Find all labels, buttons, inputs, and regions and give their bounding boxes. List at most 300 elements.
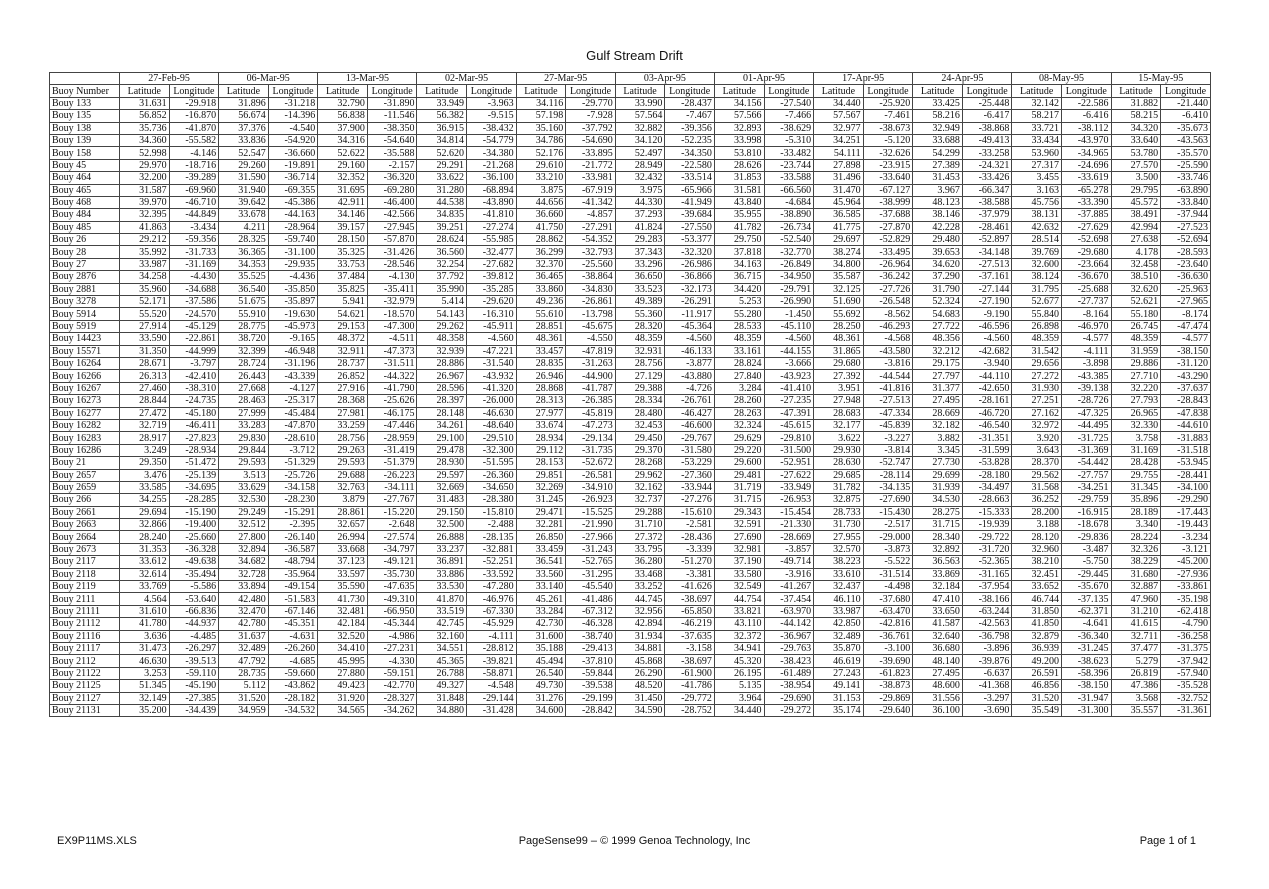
longitude-cell: -6.417 <box>962 110 1012 122</box>
longitude-cell: -45.839 <box>863 419 913 431</box>
latitude-cell: 38.131 <box>1012 209 1062 221</box>
latitude-cell: 27.797 <box>913 370 963 382</box>
longitude-cell: -34.830 <box>566 283 616 295</box>
longitude-cell: -27.726 <box>863 283 913 295</box>
longitude-cell: -21.772 <box>566 159 616 171</box>
longitude-cell: -7.928 <box>566 110 616 122</box>
longitude-cell: -52.672 <box>566 457 616 469</box>
longitude-cell: -27.540 <box>764 97 814 109</box>
longitude-cell: -23.915 <box>863 159 913 171</box>
longitude-cell: -66.560 <box>764 184 814 196</box>
latitude-cell: 33.585 <box>120 481 170 493</box>
latitude-cell: 31.715 <box>913 519 963 531</box>
latitude-cell: 31.453 <box>913 172 963 184</box>
latitude-cell: 34.440 <box>714 704 764 716</box>
longitude-cell: -33.390 <box>1061 196 1111 208</box>
table-row <box>50 97 1211 109</box>
buoy-name-cell: Bouy 2659 <box>50 481 120 493</box>
buoy-name-cell: Bouy 158 <box>50 147 120 159</box>
latitude-cell: 29.629 <box>714 432 764 444</box>
longitude-cell: -29.272 <box>764 704 814 716</box>
latitude-cell: 48.358 <box>417 333 467 345</box>
latitude-cell: 29.343 <box>714 506 764 518</box>
latitude-cell: 32.893 <box>714 122 764 134</box>
longitude-cell: -38.350 <box>367 122 417 134</box>
longitude-cell: -63.470 <box>863 605 913 617</box>
latitude-cell: 34.551 <box>417 642 467 654</box>
longitude-cell: -27.231 <box>367 642 417 654</box>
longitude-cell: -15.190 <box>169 506 219 518</box>
longitude-cell: -31.165 <box>962 568 1012 580</box>
longitude-cell: -43.385 <box>1061 370 1111 382</box>
longitude-cell: -32.320 <box>665 246 715 258</box>
latitude-cell: 29.160 <box>318 159 368 171</box>
latitude-cell: 31.353 <box>120 543 170 555</box>
table-row <box>50 196 1211 208</box>
latitude-cell: 33.590 <box>120 333 170 345</box>
longitude-cell: -4.548 <box>467 680 517 692</box>
longitude-cell: -41.786 <box>665 680 715 692</box>
longitude-cell: -27.513 <box>962 258 1012 270</box>
latitude-cell: 34.959 <box>219 704 269 716</box>
longitude-cell: -29.413 <box>566 642 616 654</box>
longitude-cell: -47.273 <box>566 419 616 431</box>
longitude-cell: -37.954 <box>962 581 1012 593</box>
latitude-cell: 41.775 <box>814 221 864 233</box>
longitude-cell: -31.300 <box>1061 704 1111 716</box>
latitude-cell: 34.941 <box>714 642 764 654</box>
longitude-cell: -4.560 <box>962 333 1012 345</box>
table-row <box>50 556 1211 568</box>
latitude-cell: 33.210 <box>516 172 566 184</box>
longitude-cell: -35.570 <box>1161 147 1211 159</box>
latitude-cell: 28.334 <box>615 395 665 407</box>
longitude-cell: -28.230 <box>268 494 318 506</box>
longitude-cell: -45.386 <box>268 196 318 208</box>
longitude-cell: -11.546 <box>367 110 417 122</box>
latitude-cell: 34.320 <box>1111 122 1161 134</box>
latitude-cell: 32.620 <box>1111 283 1161 295</box>
longitude-cell: -31.735 <box>566 444 616 456</box>
longitude-cell: -13.798 <box>566 308 616 320</box>
latitude-cell: 3.249 <box>120 444 170 456</box>
longitude-cell: -51.379 <box>367 457 417 469</box>
longitude-cell: -32.626 <box>863 147 913 159</box>
longitude-cell: -35.528 <box>1161 680 1211 692</box>
latitude-cell: 32.894 <box>219 543 269 555</box>
longitude-cell: -51.270 <box>665 556 715 568</box>
longitude-cell: -14.396 <box>268 110 318 122</box>
longitude-cell: -37.635 <box>665 630 715 642</box>
longitude-cell: -45.190 <box>169 680 219 692</box>
longitude-cell: -31.218 <box>268 97 318 109</box>
longitude-cell: -26.986 <box>665 258 715 270</box>
table-row <box>50 122 1211 134</box>
longitude-cell: -19.891 <box>268 159 318 171</box>
longitude-cell: -7.466 <box>764 110 814 122</box>
latitude-cell: 29.851 <box>516 469 566 481</box>
longitude-cell: -38.697 <box>665 593 715 605</box>
latitude-cell: 32.657 <box>318 519 368 531</box>
longitude-cell: -54.690 <box>566 134 616 146</box>
latitude-cell: 28.671 <box>120 357 170 369</box>
latitude-cell: 33.284 <box>516 605 566 617</box>
latitude-cell: 31.600 <box>516 630 566 642</box>
longitude-cell: -47.221 <box>467 345 517 357</box>
latitude-cell: 42.780 <box>219 618 269 630</box>
date-header: 17-Apr-95 <box>814 73 913 85</box>
latitude-cell: 35.590 <box>318 581 368 593</box>
latitude-cell: 29.175 <box>913 357 963 369</box>
latitude-cell: 28.150 <box>318 234 368 246</box>
latitude-cell: 32.182 <box>913 419 963 431</box>
table-row <box>50 382 1211 394</box>
longitude-cell: -3.121 <box>1161 543 1211 555</box>
latitude-cell: 34.600 <box>516 704 566 716</box>
longitude-cell: -4.540 <box>268 122 318 134</box>
latitude-cell: 38.229 <box>1111 556 1161 568</box>
longitude-cell: -3.814 <box>863 444 913 456</box>
latitude-cell: 26.540 <box>516 667 566 679</box>
longitude-cell: -28.114 <box>863 469 913 481</box>
longitude-cell: -2.517 <box>863 519 913 531</box>
latitude-cell: 34.880 <box>417 704 467 716</box>
latitude-cell: 32.640 <box>913 630 963 642</box>
latitude-cell: 35.200 <box>120 704 170 716</box>
latitude-cell: 39.157 <box>318 221 368 233</box>
latitude-cell: 33.990 <box>615 97 665 109</box>
longitude-cell: -9.165 <box>268 333 318 345</box>
longitude-cell: -47.300 <box>367 320 417 332</box>
longitude-cell: -28.726 <box>1061 395 1111 407</box>
longitude-cell: -32.300 <box>467 444 517 456</box>
latitude-cell: 33.519 <box>417 605 467 617</box>
longitude-cell: -43.563 <box>1161 134 1211 146</box>
longitude-cell: -3.100 <box>863 642 913 654</box>
longitude-cell: -31.100 <box>268 246 318 258</box>
latitude-cell: 33.668 <box>318 543 368 555</box>
latitude-cell: 28.120 <box>1012 531 1062 543</box>
latitude-cell: 37.343 <box>615 246 665 258</box>
latitude-cell: 56.674 <box>219 110 269 122</box>
longitude-cell: -15.610 <box>665 506 715 518</box>
latitude-cell: 29.795 <box>1111 184 1161 196</box>
longitude-cell: -44.999 <box>169 345 219 357</box>
longitude-cell: -49.714 <box>764 556 814 568</box>
latitude-cell: 55.520 <box>120 308 170 320</box>
table-row <box>50 345 1211 357</box>
longitude-cell: -3.339 <box>665 543 715 555</box>
latitude-cell: 34.800 <box>814 258 864 270</box>
buoy-name-cell: Bouy 27 <box>50 258 120 270</box>
latitude-cell: 26.819 <box>1111 667 1161 679</box>
longitude-cell: -41.626 <box>665 581 715 593</box>
buoy-name-cell: Bouy 266 <box>50 494 120 506</box>
table-row <box>50 605 1211 617</box>
longitude-cell: -41.810 <box>467 209 517 221</box>
longitude-cell: -36.258 <box>1161 630 1211 642</box>
longitude-cell: -52.235 <box>665 134 715 146</box>
buoy-name-cell: Bouy 2112 <box>50 655 120 667</box>
longitude-cell: -4.436 <box>268 271 318 283</box>
longitude-cell: -44.155 <box>764 345 814 357</box>
longitude-cell: -29.763 <box>764 642 814 654</box>
latitude-cell: 56.382 <box>417 110 467 122</box>
latitude-cell: 29.112 <box>516 444 566 456</box>
latitude-cell: 3.513 <box>219 469 269 481</box>
longitude-cell: -46.427 <box>665 407 715 419</box>
latitude-cell: 48.600 <box>913 680 963 692</box>
longitude-cell: -46.976 <box>467 593 517 605</box>
latitude-cell: 46.630 <box>120 655 170 667</box>
longitude-cell: -37.637 <box>1161 382 1211 394</box>
latitude-cell: 32.184 <box>913 581 963 593</box>
latitude-cell: 3.882 <box>913 432 963 444</box>
latitude-cell: 32.879 <box>1012 630 1062 642</box>
longitude-cell: -29.510 <box>467 432 517 444</box>
longitude-cell: -42.770 <box>367 680 417 692</box>
longitude-cell: -34.135 <box>863 481 913 493</box>
longitude-cell: -3.434 <box>169 221 219 233</box>
latitude-cell: 3.345 <box>913 444 963 456</box>
latitude-cell: 27.914 <box>120 320 170 332</box>
latitude-cell: 32.591 <box>714 519 764 531</box>
latitude-cell: 33.869 <box>913 568 963 580</box>
latitude-cell: 26.898 <box>1012 320 1062 332</box>
longitude-cell: -52.540 <box>764 234 814 246</box>
latitude-cell: 32.330 <box>1111 419 1161 431</box>
latitude-cell: 3.476 <box>120 469 170 481</box>
latitude-cell: 29.688 <box>318 469 368 481</box>
table-row <box>50 506 1211 518</box>
latitude-cell: 29.260 <box>219 159 269 171</box>
longitude-cell: -4.111 <box>1061 345 1111 357</box>
longitude-cell: -28.180 <box>962 469 1012 481</box>
latitude-cell: 35.160 <box>516 122 566 134</box>
table-row <box>50 159 1211 171</box>
longitude-cell: -36.798 <box>962 630 1012 642</box>
latitude-cell: 35.325 <box>318 246 368 258</box>
longitude-cell: -54.920 <box>268 134 318 146</box>
longitude-cell: -28.934 <box>169 444 219 456</box>
longitude-cell: -24.696 <box>1061 159 1111 171</box>
longitude-cell: -29.772 <box>665 692 715 704</box>
longitude-cell: -5.750 <box>1061 556 1111 568</box>
latitude-cell: 33.161 <box>714 345 764 357</box>
longitude-cell: -46.600 <box>665 419 715 431</box>
longitude-cell: -31.243 <box>566 543 616 555</box>
latitude-cell: 45.261 <box>516 593 566 605</box>
longitude-cell: -15.220 <box>367 506 417 518</box>
latitude-cell: 42.994 <box>1111 221 1161 233</box>
longitude-cell: -34.950 <box>764 271 814 283</box>
longitude-cell: -4.127 <box>268 382 318 394</box>
latitude-cell: 31.920 <box>318 692 368 704</box>
latitude-cell: 31.153 <box>814 692 864 704</box>
longitude-cell: -36.320 <box>367 172 417 184</box>
longitude-cell: -46.948 <box>268 345 318 357</box>
longitude-cell: -16.870 <box>169 110 219 122</box>
latitude-cell: 34.835 <box>417 209 467 221</box>
latitude-cell: 36.680 <box>913 642 963 654</box>
longitude-cell: -26.140 <box>268 531 318 543</box>
latitude-cell: 46.110 <box>814 593 864 605</box>
longitude-cell: -27.276 <box>665 494 715 506</box>
table-row <box>50 296 1211 308</box>
date-header: 01-Apr-95 <box>714 73 813 85</box>
latitude-cell: 34.682 <box>219 556 269 568</box>
longitude-cell: -28.964 <box>268 221 318 233</box>
longitude-cell: -44.322 <box>367 370 417 382</box>
longitude-cell: -41.368 <box>962 680 1012 692</box>
page-title: Gulf Stream Drift <box>586 48 683 63</box>
longitude-cell: -29.767 <box>665 432 715 444</box>
latitude-cell: 55.610 <box>516 308 566 320</box>
latitude-cell: 37.290 <box>913 271 963 283</box>
latitude-cell: 48.140 <box>913 655 963 667</box>
longitude-cell: -41.267 <box>764 581 814 593</box>
longitude-cell: -41.320 <box>467 382 517 394</box>
latitude-cell: 48.356 <box>913 333 963 345</box>
latitude-cell: 32.254 <box>417 258 467 270</box>
latitude-cell: 29.697 <box>814 234 864 246</box>
latitude-cell: 31.610 <box>120 605 170 617</box>
longitude-cell: -28.593 <box>1161 246 1211 258</box>
latitude-cell: 32.981 <box>714 543 764 555</box>
latitude-cell: 33.425 <box>913 97 963 109</box>
longitude-cell: -31.169 <box>169 258 219 270</box>
longitude-cell: -39.690 <box>863 655 913 667</box>
latitude-header: Latitude <box>814 85 864 97</box>
latitude-cell: 35.736 <box>120 122 170 134</box>
longitude-cell: -31.245 <box>1061 642 1111 654</box>
longitude-cell: -37.680 <box>863 593 913 605</box>
latitude-cell: 28.735 <box>219 667 269 679</box>
latitude-cell: 34.590 <box>615 704 665 716</box>
longitude-cell: -9.515 <box>467 110 517 122</box>
longitude-cell: -3.666 <box>764 357 814 369</box>
latitude-cell: 44.745 <box>615 593 665 605</box>
latitude-cell: 54.621 <box>318 308 368 320</box>
table-row <box>50 209 1211 221</box>
latitude-cell: 28.514 <box>1012 234 1062 246</box>
longitude-cell: -29.722 <box>962 531 1012 543</box>
latitude-cell: 33.688 <box>913 134 963 146</box>
longitude-cell: -66.950 <box>367 605 417 617</box>
latitude-cell: 27.372 <box>615 531 665 543</box>
longitude-cell: -33.426 <box>962 172 1012 184</box>
longitude-cell: -34.251 <box>1061 481 1111 493</box>
latitude-cell: 4.564 <box>120 593 170 605</box>
longitude-cell: -27.513 <box>863 395 913 407</box>
longitude-cell: -45.484 <box>268 407 318 419</box>
longitude-cell: -36.100 <box>467 172 517 184</box>
longitude-cell: -65.966 <box>665 184 715 196</box>
longitude-cell: -2.581 <box>665 519 715 531</box>
table-row <box>50 568 1211 580</box>
longitude-cell: -39.289 <box>169 172 219 184</box>
latitude-cell: 32.530 <box>219 494 269 506</box>
table-row <box>50 543 1211 555</box>
buoy-name-cell: Bouy 16286 <box>50 444 120 456</box>
latitude-cell: 32.882 <box>615 122 665 134</box>
latitude-cell: 31.934 <box>615 630 665 642</box>
longitude-cell: -38.588 <box>962 196 1012 208</box>
latitude-cell: 28.325 <box>219 234 269 246</box>
buoy-name-cell: Bouy 28 <box>50 246 120 258</box>
latitude-cell: 33.650 <box>913 605 963 617</box>
longitude-cell: -32.752 <box>1161 692 1211 704</box>
latitude-cell: 29.288 <box>615 506 665 518</box>
latitude-cell: 57.198 <box>516 110 566 122</box>
longitude-cell: -36.660 <box>268 147 318 159</box>
longitude-cell: -23.640 <box>1161 258 1211 270</box>
longitude-cell: -33.746 <box>1161 172 1211 184</box>
longitude-cell: -67.146 <box>268 605 318 617</box>
latitude-cell: 48.359 <box>615 333 665 345</box>
longitude-cell: -31.890 <box>367 97 417 109</box>
latitude-cell: 33.259 <box>318 419 368 431</box>
latitude-cell: 31.719 <box>714 481 764 493</box>
latitude-cell: 32.939 <box>417 345 467 357</box>
latitude-cell: 29.249 <box>219 506 269 518</box>
longitude-cell: -38.740 <box>566 630 616 642</box>
latitude-cell: 33.674 <box>516 419 566 431</box>
longitude-cell: -38.423 <box>764 655 814 667</box>
buoy-name-cell: Bouy 2881 <box>50 283 120 295</box>
longitude-cell: -26.581 <box>566 469 616 481</box>
latitude-cell: 28.756 <box>615 357 665 369</box>
latitude-cell: 29.471 <box>516 506 566 518</box>
longitude-cell: -32.979 <box>367 296 417 308</box>
longitude-cell: -38.868 <box>962 122 1012 134</box>
latitude-cell: 53.960 <box>1012 147 1062 159</box>
longitude-cell: -43.890 <box>467 196 517 208</box>
latitude-cell: 28.224 <box>1111 531 1161 543</box>
table-row <box>50 469 1211 481</box>
latitude-cell: 48.520 <box>615 680 665 692</box>
latitude-cell: 29.886 <box>1111 357 1161 369</box>
latitude-cell: 31.637 <box>219 630 269 642</box>
longitude-cell: -44.544 <box>863 370 913 382</box>
longitude-cell: -48.794 <box>268 556 318 568</box>
latitude-cell: 37.293 <box>615 209 665 221</box>
latitude-cell: 32.437 <box>814 581 864 593</box>
latitude-cell: 38.223 <box>814 556 864 568</box>
longitude-cell: -34.111 <box>367 481 417 493</box>
longitude-cell: -53.229 <box>665 457 715 469</box>
longitude-cell: -38.954 <box>764 680 814 692</box>
longitude-cell: -41.410 <box>764 382 814 394</box>
longitude-cell: -26.849 <box>764 258 814 270</box>
table-row <box>50 680 1211 692</box>
longitude-cell: -4.560 <box>665 333 715 345</box>
longitude-cell: -28.842 <box>566 704 616 716</box>
longitude-cell: -34.439 <box>169 704 219 716</box>
longitude-cell: -37.586 <box>169 296 219 308</box>
latitude-cell: 49.423 <box>318 680 368 692</box>
latitude-cell: 34.163 <box>714 258 764 270</box>
longitude-cell: -46.970 <box>1061 320 1111 332</box>
longitude-cell: -39.821 <box>467 655 517 667</box>
latitude-cell: 52.547 <box>219 147 269 159</box>
longitude-cell: -55.985 <box>467 234 517 246</box>
longitude-cell: -21.330 <box>764 519 814 531</box>
longitude-cell: -25.726 <box>268 469 318 481</box>
longitude-cell: -34.350 <box>665 147 715 159</box>
longitude-cell: -34.262 <box>367 704 417 716</box>
longitude-cell: -34.797 <box>367 543 417 555</box>
